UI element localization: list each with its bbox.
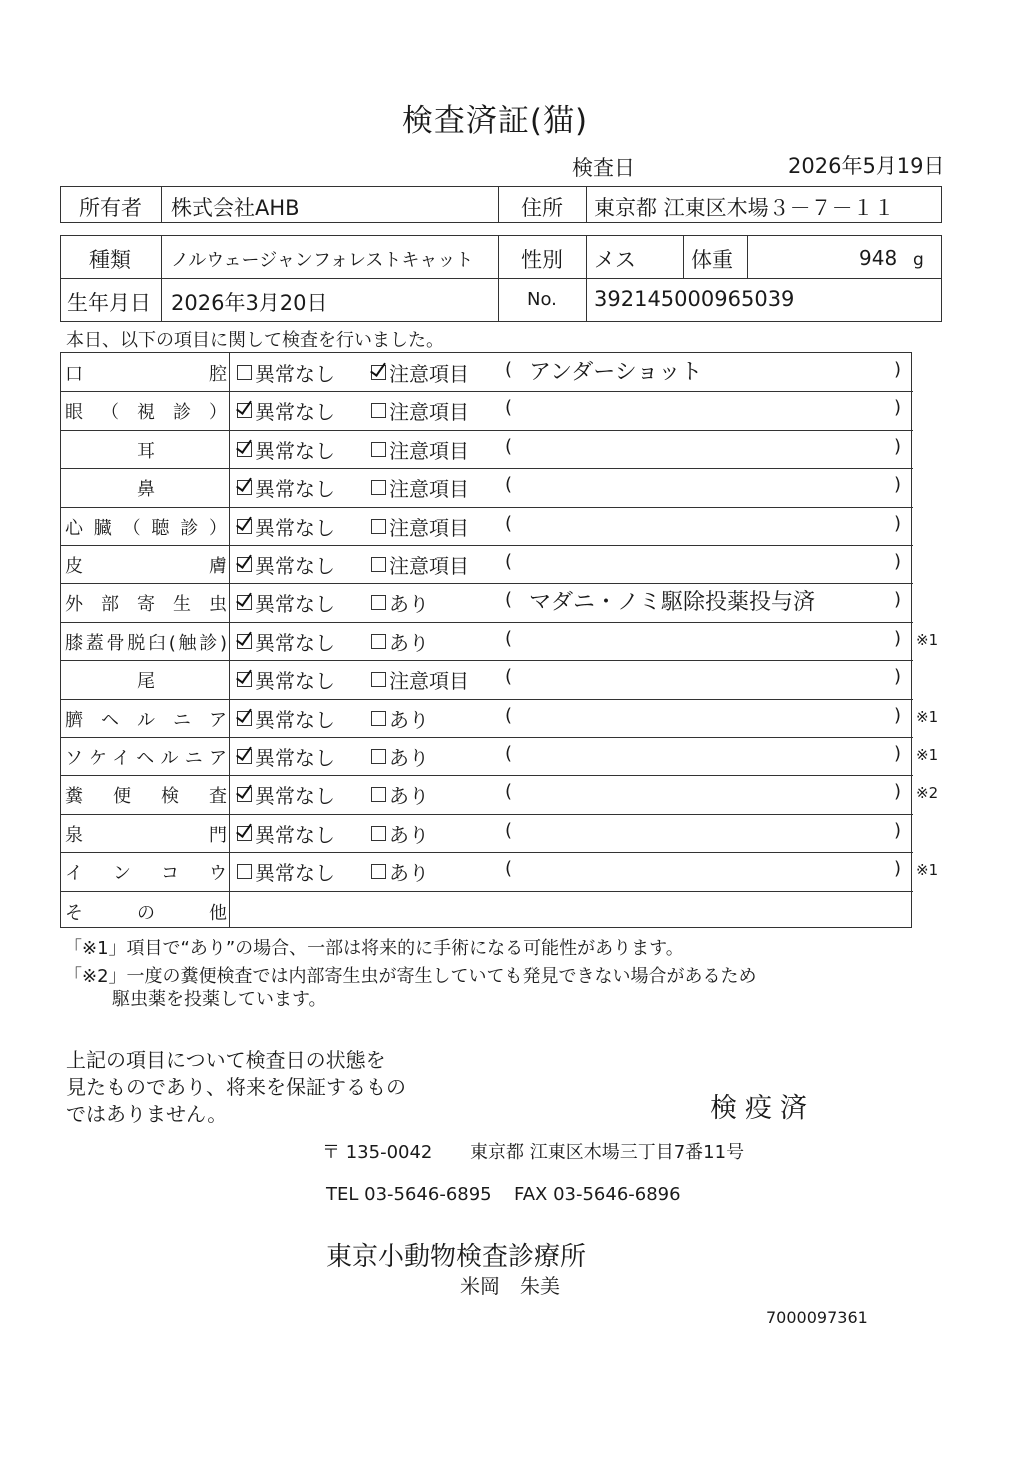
- no-label: No.: [527, 289, 557, 310]
- exam-item-label: 泉門: [65, 824, 227, 846]
- checkbox-icon[interactable]: [371, 442, 386, 457]
- exam-table: [60, 352, 912, 928]
- exam-row: [61, 391, 913, 429]
- alt-option-label: あり: [389, 861, 429, 886]
- alt-option-label: あり: [389, 822, 429, 847]
- exam-item-label: 尾: [137, 671, 155, 693]
- alt-option-label: 注意項目: [389, 400, 469, 425]
- open-paren: (: [505, 474, 513, 496]
- exam-item-label: ソケイヘルニア: [65, 748, 227, 769]
- address-label: 住所: [521, 196, 563, 220]
- document-title: 検査済証(猫): [401, 103, 589, 139]
- alt-option-label: あり: [389, 592, 429, 617]
- alt-option-label: 注意項目: [389, 362, 469, 386]
- exam-item-label: インコウ: [65, 863, 227, 885]
- document-number: 7000097361: [766, 1308, 868, 1327]
- alt-option[interactable]: [371, 588, 429, 617]
- open-paren: (: [505, 819, 513, 841]
- alt-option[interactable]: [371, 857, 429, 886]
- open-paren: (: [505, 397, 513, 419]
- exam-row: [61, 699, 913, 737]
- close-paren: ): [894, 589, 902, 611]
- normal-option-label: 異常なし: [255, 554, 335, 578]
- checkbox-icon[interactable]: [371, 864, 386, 879]
- normal-option[interactable]: [237, 819, 335, 848]
- open-paren: (: [505, 627, 513, 649]
- normal-option-label: 異常なし: [255, 669, 335, 694]
- checkbox-icon[interactable]: [237, 557, 252, 572]
- checkbox-icon[interactable]: [371, 749, 386, 764]
- alt-option-label: 注意項目: [389, 515, 469, 540]
- open-paren: (: [505, 666, 513, 688]
- normal-option[interactable]: [237, 627, 335, 656]
- normal-option-label: 異常なし: [255, 477, 335, 502]
- normal-option[interactable]: [237, 435, 335, 464]
- exam-item-label: 耳: [137, 440, 155, 462]
- exam-item-label: 心臓（聴診）: [65, 517, 227, 539]
- exam-item-label: 外部寄生虫: [65, 594, 227, 616]
- open-paren: (: [505, 858, 513, 880]
- alt-option-label: 注意項目: [389, 669, 469, 694]
- open-paren: (: [505, 359, 513, 380]
- close-paren: ): [894, 781, 902, 803]
- checkbox-icon[interactable]: [237, 711, 252, 726]
- normal-option-label: 異常なし: [255, 746, 335, 770]
- alt-option-label: 注意項目: [389, 438, 469, 463]
- exam-remark: マダニ・ノミ駆除投薬投与済: [529, 590, 816, 616]
- weight-unit: g: [913, 250, 924, 270]
- close-paren: ): [894, 743, 902, 764]
- normal-option[interactable]: [237, 396, 335, 425]
- statement-line-1: 上記の項目について検査日の状態を: [66, 1048, 386, 1072]
- exam-item-label: 糞便検査: [65, 786, 227, 808]
- exam-row: [61, 468, 913, 506]
- open-paren: (: [505, 435, 513, 457]
- owner-label: 所有者: [79, 196, 142, 220]
- exam-row: [61, 814, 913, 852]
- normal-option[interactable]: [237, 857, 335, 886]
- intro-text: 本日、以下の項目に関して検査を行いました。: [66, 330, 444, 351]
- checkbox-icon[interactable]: [371, 365, 386, 380]
- normal-option-label: 異常なし: [255, 515, 335, 540]
- statement-line-3: ではありません。: [66, 1102, 228, 1126]
- checkbox-icon[interactable]: [371, 480, 386, 495]
- exam-row: [61, 852, 913, 890]
- alt-option[interactable]: [371, 396, 469, 425]
- exam-item-label: 口腔: [65, 364, 227, 385]
- sex-label: 性別: [521, 248, 563, 272]
- clinic-name: 東京小動物検査診療所: [326, 1242, 587, 1272]
- normal-option[interactable]: [237, 704, 335, 733]
- exam-row: [61, 660, 913, 698]
- checkbox-icon[interactable]: [371, 403, 386, 418]
- exam-remark: アンダーショット: [529, 360, 703, 385]
- exam-item-label: 臍ヘルニア: [65, 709, 227, 731]
- checkbox-icon[interactable]: [237, 826, 252, 841]
- checkbox-icon[interactable]: [237, 787, 252, 802]
- no-value: 392145000965039: [594, 287, 795, 311]
- close-paren: ): [894, 704, 902, 726]
- open-paren: (: [505, 589, 513, 611]
- close-paren: ): [894, 627, 902, 649]
- alt-option[interactable]: [371, 742, 429, 771]
- clinic-fax: FAX 03-5646-6896: [514, 1184, 681, 1205]
- alt-option-label: あり: [389, 707, 429, 732]
- close-paren: ): [894, 551, 902, 572]
- normal-option-label: 異常なし: [255, 630, 335, 655]
- weight-value: 948: [859, 246, 898, 270]
- checkbox-icon[interactable]: [371, 557, 386, 572]
- footnote-2-cont: 駆虫薬を投薬しています。: [112, 989, 327, 1010]
- checkbox-icon[interactable]: [237, 480, 252, 495]
- normal-option[interactable]: [237, 550, 335, 579]
- close-paren: ): [894, 512, 902, 534]
- normal-option-label: 異常なし: [255, 400, 335, 425]
- birth-value: 2026年3月20日: [171, 291, 328, 315]
- normal-option[interactable]: [237, 665, 335, 694]
- checkbox-icon[interactable]: [371, 672, 386, 687]
- alt-option[interactable]: [371, 704, 429, 733]
- other-label: その他: [65, 902, 227, 924]
- alt-option[interactable]: [371, 435, 469, 464]
- checkbox-icon[interactable]: [237, 634, 252, 649]
- close-paren: ): [894, 397, 902, 419]
- close-paren: ): [894, 819, 902, 841]
- clinic-person: 米岡 朱美: [460, 1274, 560, 1298]
- open-paren: (: [505, 704, 513, 726]
- exam-row: [61, 353, 913, 391]
- checkbox-icon[interactable]: [371, 519, 386, 534]
- clinic-address: 東京都 江東区木場三丁目7番11号: [470, 1142, 745, 1163]
- exam-item-label: 皮膚: [65, 556, 227, 577]
- type-value: ノルウェージャンフォレストキャット: [171, 250, 474, 271]
- normal-option[interactable]: [237, 780, 335, 809]
- row-note-mark: ※1: [916, 746, 939, 764]
- footnote-1: 「※1」項目で“あり”の場合、一部は将来的に手術になる可能性があります。: [64, 938, 684, 959]
- normal-option-label: 異常なし: [255, 861, 335, 886]
- exam-item-label: 膝蓋骨脱臼(触診): [65, 632, 227, 654]
- alt-option[interactable]: [371, 473, 469, 502]
- alt-option[interactable]: [371, 358, 469, 387]
- owner-value: 株式会社AHB: [171, 196, 300, 220]
- exam-row: [61, 622, 913, 660]
- exam-row: [61, 507, 913, 545]
- open-paren: (: [505, 512, 513, 534]
- close-paren: ): [894, 666, 902, 688]
- alt-option-label: あり: [389, 746, 429, 770]
- row-note-mark: ※1: [916, 630, 939, 649]
- exam-row-other: [61, 891, 913, 929]
- checkbox-icon[interactable]: [237, 595, 252, 610]
- alt-option-label: 注意項目: [389, 477, 469, 502]
- normal-option-label: 異常なし: [255, 362, 335, 386]
- alt-option[interactable]: [371, 780, 429, 809]
- checkbox-icon[interactable]: [237, 403, 252, 418]
- owner-table: [60, 186, 942, 223]
- alt-option[interactable]: [371, 512, 469, 541]
- checkbox-icon[interactable]: [237, 749, 252, 764]
- statement-line-2: 見たものであり、将来を保証するもの: [66, 1075, 406, 1099]
- close-paren: ): [894, 858, 902, 880]
- open-paren: (: [505, 781, 513, 803]
- sex-value: メス: [594, 248, 636, 272]
- checkbox-icon[interactable]: [371, 787, 386, 802]
- close-paren: ): [894, 435, 902, 457]
- row-note-mark: ※1: [916, 707, 939, 726]
- normal-option[interactable]: [237, 588, 335, 617]
- row-note-mark: ※2: [916, 784, 939, 803]
- checkbox-icon[interactable]: [371, 595, 386, 610]
- checkbox-icon[interactable]: [237, 864, 252, 879]
- exam-item-label: 鼻: [137, 479, 155, 501]
- checkbox-icon[interactable]: [371, 711, 386, 726]
- alt-option-label: 注意項目: [389, 554, 469, 578]
- normal-option[interactable]: [237, 473, 335, 502]
- normal-option-label: 異常なし: [255, 592, 335, 617]
- checkbox-icon[interactable]: [237, 442, 252, 457]
- alt-option[interactable]: [371, 665, 469, 694]
- weight-label: 体重: [691, 248, 733, 272]
- open-paren: (: [505, 551, 513, 572]
- exam-item-label: 眼（視診）: [65, 402, 227, 424]
- normal-option-label: 異常なし: [255, 784, 335, 809]
- normal-option[interactable]: [237, 358, 335, 387]
- clinic-postal: 〒 135-0042: [322, 1142, 433, 1163]
- close-paren: ): [894, 359, 902, 380]
- quarantine-stamp: 検疫済: [710, 1093, 815, 1124]
- checkbox-icon[interactable]: [371, 826, 386, 841]
- exam-row: [61, 583, 913, 621]
- exam-date-value: 2026年5月19日: [788, 154, 945, 178]
- normal-option-label: 異常なし: [255, 438, 335, 463]
- alt-option[interactable]: [371, 550, 469, 579]
- checkbox-icon[interactable]: [237, 519, 252, 534]
- exam-date-label: 検査日: [572, 156, 635, 180]
- row-note-mark: ※1: [916, 861, 939, 880]
- address-value: 東京都 江東区木場３－７－１１: [594, 196, 895, 220]
- alt-option[interactable]: [371, 819, 429, 848]
- alt-option-label: あり: [389, 630, 429, 655]
- normal-option[interactable]: [237, 742, 335, 771]
- clinic-tel: TEL 03-5646-6895: [326, 1184, 492, 1205]
- birth-label: 生年月日: [67, 291, 151, 315]
- pet-table: [60, 235, 942, 322]
- exam-row: [61, 737, 913, 775]
- exam-row: [61, 545, 913, 583]
- close-paren: ): [894, 474, 902, 496]
- footnote-2: 「※2」一度の糞便検査では内部寄生虫が寄生していても発見できない場合があるため: [64, 966, 757, 987]
- exam-row: [61, 430, 913, 468]
- normal-option-label: 異常なし: [255, 707, 335, 732]
- checkbox-icon[interactable]: [371, 634, 386, 649]
- type-label: 種類: [89, 248, 131, 272]
- alt-option-label: あり: [389, 784, 429, 809]
- alt-option[interactable]: [371, 627, 429, 656]
- normal-option-label: 異常なし: [255, 822, 335, 847]
- open-paren: (: [505, 743, 513, 764]
- checkbox-icon[interactable]: [237, 672, 252, 687]
- checkbox-icon[interactable]: [237, 365, 252, 380]
- exam-row: [61, 775, 913, 813]
- normal-option[interactable]: [237, 512, 335, 541]
